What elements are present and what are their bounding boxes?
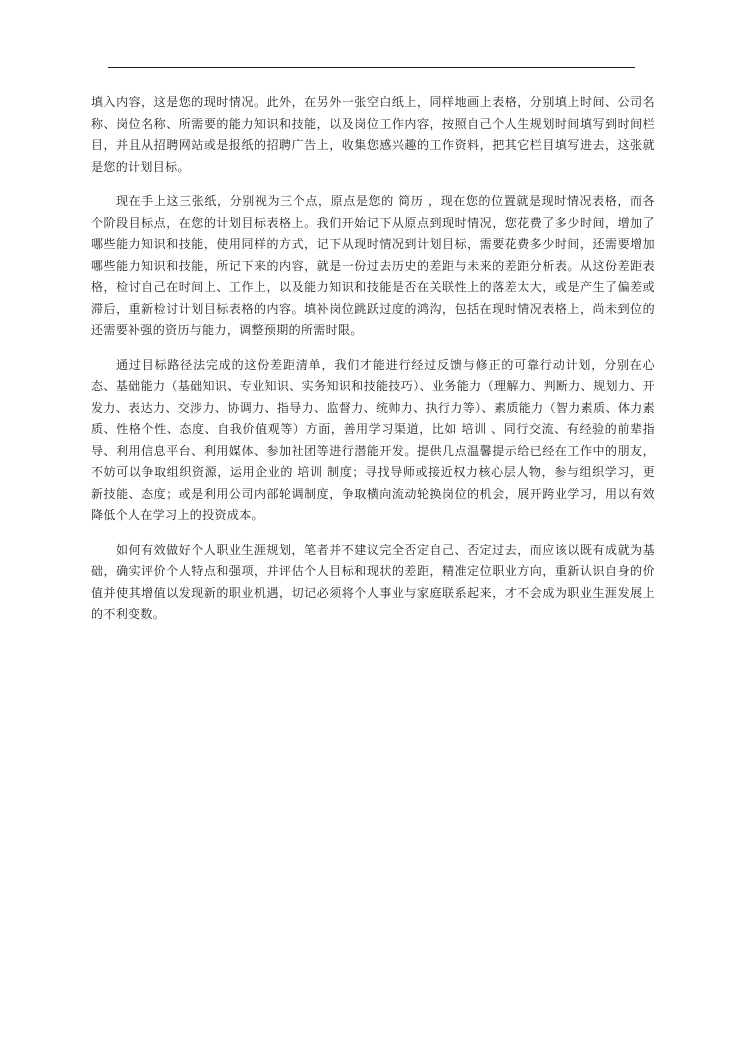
document-body: [91, 92, 655, 639]
paragraph-gap-analysis: 现在手上这三张纸，分别视为三个点，原点是您的 简历 ，现在您的位置就是现时情况表格，而各个阶段目标点，在您的计划目标表格上。我们开始记下从原点到现时情况，您花费了多少时间，增加了哪些能力知识和技能，使用同样的方式，记下从现时情况到计划目标，需要花费多少时间，还需要增加哪些能力知识和技能，所记下来的内容，就是一份过去历史的差距与未来的差距分析表。从这份差距表格，检讨自己在时间上、工作上，以及能力知识和技能是否在关联性上的落差太大，或是产生了偏差或滞后，重新检讨计划目标表格的内容。填补岗位跳跃过度的鸿沟，包括在现时情况表格上，尚未到位的还需要补强的资历与能力，调整预期的所需时限。: [91, 194, 655, 337]
paragraph-conclusion: 如何有效做好个人职业生涯规划，笔者并不建议完全否定自己、否定过去，而应该以既有成就为基础，确实评价个人特点和强项，并评估个人目标和现状的差距，精准定位职业方向，重新认识自身的价值并使其增值以发现新的职业机遇，切记必须将个人事业与家庭联系起来，才不会成为职业生涯发展上的不利变数。: [91, 542, 655, 621]
header-rule: [108, 67, 635, 68]
paragraph-continuation: 填入内容，这是您的现时情况。此外，在另外一张空白纸上，同样地画上表格，分别填上时间、公司名称、岗位名称、所需要的能力知识和技能，以及岗位工作内容，按照自己个人生规划时间填写到时间栏目，并且从招聘网站或是报纸的招聘广告上，收集您感兴趣的工作资料，把其它栏目填写进去，这张就是您的计划目标。: [91, 95, 655, 174]
paragraph-action-plan: 通过目标路径法完成的这份差距清单，我们才能进行经过反馈与修正的可靠行动计划，分别在心态、基础能力（基础知识、专业知识、实务知识和技能技巧）、业务能力（理解力、判断力、规划力、开发力、表达力、交涉力、协调力、指导力、监督力、统帅力、执行力等）、素质能力（智力素质、体力素质、性格个性、态度、自我价值观等）方面，善用学习渠道，比如 培训 、同行交流、有经验的前辈指导、利用信息平台、利用媒体、参加社团等进行潜能开发。提供几点温馨提示给已经在工作中的朋友，不妨可以争取组织资源，运用企业的 培训 制度；寻找导师或接近权力核心层人物，参与组织学习，更新技能、态度；或是利用公司内部轮调制度，争取横向流动轮换岗位的机会，展开跨业学习，用以有效降低个人在学习上的投资成本。: [91, 357, 655, 522]
